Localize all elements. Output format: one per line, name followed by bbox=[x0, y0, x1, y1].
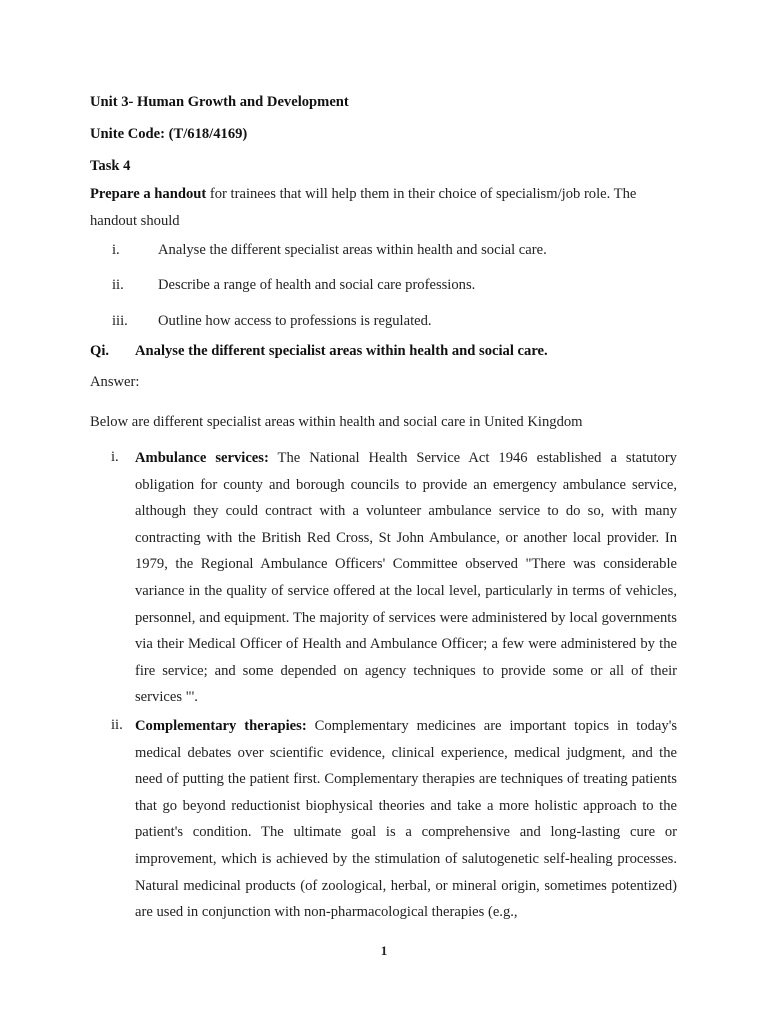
page-number: 1 bbox=[380, 943, 388, 958]
area-title: Ambulance services: bbox=[135, 450, 269, 466]
area-paragraph bbox=[135, 445, 677, 711]
question-text: Analyse the different specialist areas within health and social care. bbox=[135, 343, 548, 359]
task-item-num: iii. bbox=[112, 313, 128, 329]
task-item-num: i. bbox=[112, 242, 120, 258]
task-item-text: Outline how access to professions is regulated. bbox=[158, 313, 432, 329]
area-paragraph bbox=[135, 713, 677, 926]
task-item-text: Describe a range of health and social care professions. bbox=[158, 277, 476, 293]
task-label: Task 4 bbox=[90, 158, 131, 174]
answer-label: Answer: bbox=[90, 374, 140, 390]
question-number: Qi. bbox=[90, 343, 110, 359]
area-number: ii. bbox=[111, 717, 123, 733]
intro-rest: for trainees that will help them in their choice of specialism/job role. The bbox=[206, 186, 637, 202]
task-item-num: ii. bbox=[112, 277, 124, 293]
intro-line-2: handout should bbox=[90, 213, 180, 229]
area-title: Complementary therapies: bbox=[135, 718, 307, 734]
area-text: Complementary medicines are important topics in today's medical debates over scientific evidence, clinical experience, medical judgment, and the need of putting the patient first. Complementary therapies are techniques of treating patients that go beyond reductionist biophysical theories and take a more holistic approach to the patient's condition. The ultimate goal is a comprehensive and long-lasting cure or improvement, which is achieved by the stimulation of salutogenetic self-healing processes. Natural medicinal products (of zoological, herbal, or mineral origin, sometimes potentized) are used in conjunction with non-pharmacological therapies (e.g., bbox=[135, 718, 677, 921]
area-number: i. bbox=[111, 449, 119, 465]
unit-code: Unite Code: (T/618/4169) bbox=[90, 126, 248, 142]
area-text: The National Health Service Act 1946 established a statutory obligation for county and borough councils to provide an emergency ambulance service, although they could contract with a volunteer ambulance service to do so, with many contracting with the British Red Cross, St John Ambulance, or another local provider. In 1979, the Regional Ambulance Officers' Committee observed "There was considerable variance in the quality of service offered at the local level, particularly in terms of vehicles, personnel, and equipment. The majority of services were administered by local governments via their Medical Officer of Health and Ambulance Officer; a few were administered by the fire service; and some depended on agency techniques to provide some or all of their services "'. bbox=[135, 450, 677, 706]
task-item-text: Analyse the different specialist areas within health and social care. bbox=[158, 242, 547, 258]
answer-intro: Below are different specialist areas within health and social care in United Kingdom bbox=[90, 414, 583, 430]
unit-title: Unit 3- Human Growth and Development bbox=[90, 94, 349, 110]
intro-bold: Prepare a handout bbox=[90, 186, 207, 202]
intro-line-1 bbox=[90, 186, 636, 203]
